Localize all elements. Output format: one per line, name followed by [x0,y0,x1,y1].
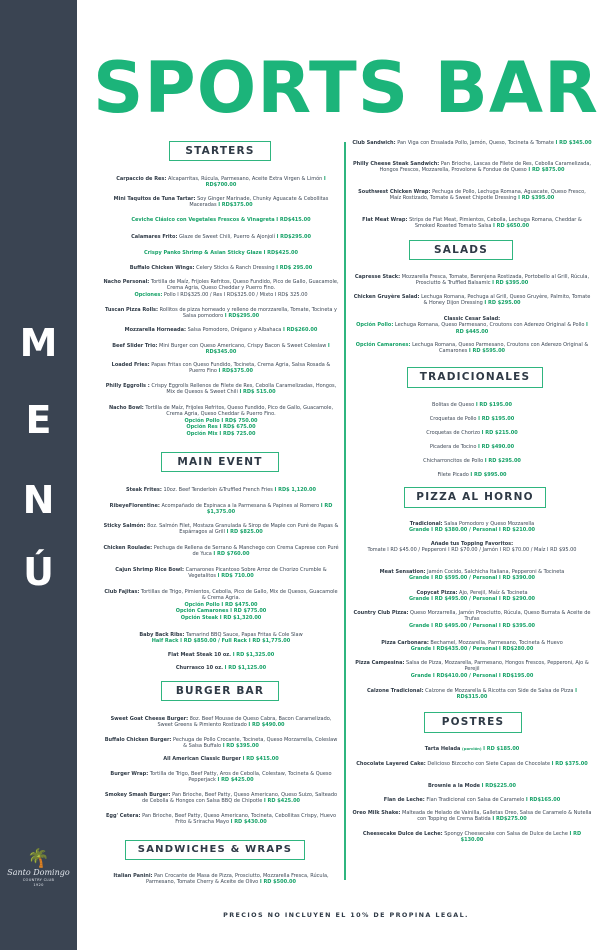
item-all-american-burger: All American Classic Burger I RD $415.00 [163,756,279,762]
item-burger-wrap: Burger Wrap: Tortilla de Trigo, Beef Patty, Aros de Cebolla, Colestaw, Tocineta & Queso Pepperjack I RD $425.00 [110,771,332,784]
header-pizza: PIZZA AL HORNO [404,487,546,508]
sidebar-letter-n: N [22,478,55,522]
item-italian-panini: Italian Panini: Pan Crocante de Masa de Pizza, Prosciutto, Mozzarella Fresca, Rúcula, Parmesano, Tomate Cherry & Aceite de Olivo I RD $500.00 [113,873,329,886]
item-capresse-stack: Capresse Stack: Mozzarella Fresca, Tomate, Berenjena Rostizada, Portobello al Grill, Rúcula, Prosciutto & Truffled Balsamic I RD $395.00 [354,274,590,287]
item-copycat-pizza: Copycat Pizza: Ajo, Perejil, Maíz & Tocineta Grande I RD $495.00 / Personal I RD $290.00 [408,590,536,603]
item-chocolate-cake: Chocolate Layered Cake: Delicioso Bizcocho con Siete Capas de Chocolate I RD $375.00 [356,761,588,767]
footer-note: PRECIOS NO INCLUYEN EL 10% DE PROPINA LEGAL. [223,911,469,919]
item-cheesecake: Cheesecake Dulce de Leche: Spongy Cheesecake con Salsa de Dulce de Leche I RD $130.00 [362,831,582,844]
item-flan: Flan de Leche: Flan Tradicional con Salsa de Caramelo I RD$165.00 [383,797,561,803]
logo-subtitle: COUNTRY CLUB [22,878,55,882]
item-pizza-tradicional: Tradicional: Salsa Pomodoro y Queso Mozzarella Grande I RD $380.00 / Personal I RD $210.00 [408,521,536,534]
item-southwest-wrap: Southwest Chicken Wrap: Pechuga de Pollo, Lechuga Romana, Aguacate, Queso Fresco, Maíz Rostizado, Tomate & Sweet Chipotle Dressing I RD $395.00 [358,189,586,202]
item-caesar-camarones: Opción Camarones: Lechuga Romana, Queso Parmesano, Croutons con Aderezo Original & Camarones I RD $595.00 [355,342,589,355]
item-philly-cheese-steak: Philly Cheese Steak Sandwich: Pan Brioche, Lascas de Filete de Res, Cebolla Caramelizada, Hongos Frescos, Mozzarella, Provolone & Fondue de Queso I RD $875.00 [353,161,591,174]
sidebar-letter-m: M [19,321,58,365]
item-pizza-campesina: Pizza Campesina: Salsa de Pizza, Mozzarella, Parmesano, Hongos Frescos, Pepperoni, Ajo & Perejil Grande I RD$410.00 / Personal I RD$195.00 [355,660,589,679]
item-filete-picado: Filete Picado I RD $995.00 [437,472,507,478]
item-carpaccio: Carpaccio de Res: Alcaparritas, Rúcula, Parmesano, Aceite Extra Virgen & Limón I RD$700.00 [116,176,326,189]
item-crispy-panko: Crispy Panko Shrimp & Asian Sticky Glaze I RD$425.00 [144,250,298,256]
item-calamares: Calamares Frito: Glaze de Sweet Chili, Puerro & Ajonjolí I RD$295.00 [131,234,311,240]
item-croquetas-pollo: Croquetas de Pollo I RD $195.00 [429,416,515,422]
header-postres: POSTRES [424,712,522,733]
item-mini-taquitos: Mini Taquitos de Tuna Tartar: Soy Ginger Marinade, Chunky Aguacate & Cebollitas Maceradas I RD$375.00 [113,196,329,209]
item-nacho-personal: Nacho Personal: Tortilla de Maíz, Frijoles Refritos, Queso Fundido, Pico de Gallo, Guacamole, Crema Agria, Queso Cheddar y Puerro Fino. Opciones: Pollo I RD$325.00 / Res I RD$325.00 / Mixto I RD$ 325.00 [103,279,339,298]
sidebar [0,0,77,950]
header-tradicionales: TRADICIONALES [407,367,543,388]
item-calzone: Calzone Tradicional: Calzone de Mozzarella & Ricotta con Side de Salsa de Pizza I RD$315.00 [367,688,577,701]
header-starters: STARTERS [169,141,271,161]
item-beef-slider: Beef Slider Trio: Mini Burger con Queso Americano, Crispy Bacon & Sweet Coleslaw I RD$345.00 [112,343,330,356]
item-meat-sensation: Meat Sensation: Jamón Cocido, Salchicha Italiana, Pepperoni & Tocineta Grande I RD $595.00 / Personal I RD $390.00 [379,569,565,582]
item-chicken-roulade: Chicken Roulade: Pechuga de Rellena de Serrano & Manchego con Crema Caprese con Puré de Yuca I RD $760.00 [103,545,339,558]
header-main-event: MAIN EVENT [161,452,279,472]
item-goat-cheese-burger: Sweet Goat Cheese Burger: 8oz. Beef Mousse de Queso Cabra, Bacon Caramelizado, Sweet Greens & Pimiento Rostizado I RD $490.00 [110,716,332,729]
item-baby-back-ribs: Baby Back Ribs: Tamarind BBQ Sauce, Papas Fritas & Cole Slaw Half Rack I RD $850.00 / Full Rack I RD $1,775.00 [139,632,303,645]
item-smokey-smash-burger: Smokey Smash Burger: Pan Brioche, Beef Patty, Queso Americano, Queso Suizo, Salteado de Cebolla & Hongos con Salsa BBQ de Chipotle I RD $425.00 [104,792,338,805]
header-salads: SALADS [409,240,513,260]
logo-script: Santo Domingo [7,868,70,877]
item-flat-meat-wrap: Flat Meat Wrap: Strips de Flat Meat, Pimientos, Cebolla, Lechuga Romana, Cheddar & Smoked Roasted Tomato Salsa I RD $650.00 [362,217,582,230]
item-ribeye: RibeyeFlorentine: Acompañado de Espinaca a la Parmesana & Papines al Romero I RD $1,375.00 [109,503,333,516]
sidebar-letter-e: E [25,398,52,442]
item-club-fajitas: Club Fajitas: Tortillas de Trigo, Pimientos, Cebolla, Pico de Gallo, Mix de Quesos, Guacamole & Crema Agria. Opción Pollo I RD $475.00 Opción Camarones I RD $775.00 Opción Steak I RD $1,320.00 [104,589,338,621]
item-croquetas-chorizo: Croquetas de Chorizo I RD $215.00 [426,430,518,436]
item-tuscan-pizza-rolls: Tuscan Pizza Rolls: Rollitos de pizza horneado y relleno de morzzarella, Tomate, Tocineta y Salsa pomodoro I RD$295.00 [104,307,338,320]
logo-year: 1920 [33,883,44,887]
item-cajun-shrimp: Cajun Shrimp Rice Bowl: Camarones Picantoso Sobre Arroz de Chorizo Crumble & Vegetalitos I RD$ 710.00 [115,567,327,580]
item-chicken-gruyere: Chicken Gruyère Salad: Lechuga Romana, Pechuga al Grill, Queso Gruyère, Palmito, Tomate & Honey Dijon Dressing I RD $295.00 [353,294,591,307]
item-ceviche: Ceviche Clásico con Vegetales Frescos & Vinagreta I RD$415.00 [131,217,311,223]
column-divider [344,142,346,880]
item-club-sandwich: Club Sandwich: Pan Viga con Ensalada Pollo, Jamón, Queso, Tocineta & Tomate I RD $345.00 [352,140,592,146]
item-sticky-salmon: Sticky Salmón: 8oz. Salmón Filet, Mostaza Granulada & Sirop de Maple con Puré de Papas & Espárragos al Grill I RD $825.00 [103,523,339,536]
item-buffalo-chicken-burger: Buffalo Chicken Burger: Pechuga de Pollo Crocante, Tocineta, Queso Morzarrella, Coleslaw & Salsa Buffalo I RD $395.00 [104,737,338,750]
item-churrasco: Churrasco 10 oz. I RD $1,125.00 [175,665,267,671]
item-flat-meat-steak: Flat Meat Steak 10 oz. I RD $1,325.00 [167,652,275,658]
item-chicharroncitos: Chicharroncitos de Pollo I RD $295.00 [423,458,521,464]
header-sandwiches: SANDWICHES & WRAPS [125,840,305,860]
item-brownie: Brownie a la Mode I RD$225.00 [427,783,517,789]
item-caesar-salad: Classic Cesar Salad: Opción Pollo: Lechuga Romana, Queso Parmesano, Croutons con Aderezo Original & Pollo I RD $445.00 [356,316,588,335]
item-oreo-shake: Oreo Milk Shake: Malteada de Helado de Vainilla, Galletas Oreo, Salsa de Caramelo & Nutella con Topping de Crema Batida I RD$275.00 [352,810,592,823]
palm-tree-icon: 🌴 [27,848,50,869]
item-steak-frites: Steak Frites: 10oz. Beef Tenderloin &Truffled French Fries I RD$ 1,120.00 [125,487,317,493]
item-picadera-tocino: Picadera de Tocino I RD $490.00 [429,444,515,450]
club-logo [6,850,71,888]
sidebar-letter-u: Ú [23,550,54,594]
item-country-club-pizza: Country Club Pizza: Queso Morzarrella, Jamón Prosciutto, Rúcula, Queso Burrata & Aceite de Trufas Grande I RD $495.00 / Personal I RD $395.00 [353,610,591,629]
item-mozzarella: Mozzarella Horneada: Salsa Pomodoro, Orégano y Albahaca I RD$260.00 [124,327,318,333]
item-egg-cetera: Egg' Cetera: Pan Brioche, Beef Patty, Queso Americano, Tocineta, Cebollitas Crispy, Huevo Frito & Sriracha Mayo I RD $430.00 [105,813,337,826]
page-title: SPORTS BAR [93,47,599,129]
item-buffalo-wings: Buffalo Chicken Wings: Celery Sticks & Ranch Dressing I RD$ 295.00 [129,265,313,271]
item-loaded-fries: Loaded Fries: Papas Fritas con Queso Fundido, Tocineta, Crema Agria, Salsa Rosada & Puerro Fino I RD$375.00 [111,362,331,375]
header-burger-bar: BURGER BAR [161,681,279,701]
item-nacho-bowl: Nacho Bowl: Tortilla de Maíz, Frijoles Refritos, Queso Fundido, Pico de Gallo, Guacamole, Crema Agria, Queso Cheddar & Puerro Fino. Opción Pollo I RD$ 750.00 Opción Res I RD$ 675.00 Opción Mix I RD$ 725.00 [108,405,334,437]
item-philly-eggrolls: Philly Eggrolls : Crispy Eggrolls Rellenos de Filete de Res, Cebolla Caramelizadas, Hongos, Mix de Quesos & Sweet Chili I RD$ 515.00 [105,383,337,396]
item-tarta-helada: Tarta Helada (porción) I RD $185.00 [424,746,520,752]
item-pizza-carbonara: Pizza Carbonara: Bechamel, Mozzarella, Parmesano, Tocineta & Huevo Grande I RD$435.00 / Personal I RD$280.00 [381,640,563,653]
item-bolitas-queso: Bolitas de Queso I RD $195.00 [432,402,512,408]
item-pizza-toppings: Añade tus Topping Favoritos: Tomate I RD $45.00 / Pepperoni I RD $70.00 / Jamón I RD $70.00 / Maíz I RD $95.00 [367,541,577,554]
